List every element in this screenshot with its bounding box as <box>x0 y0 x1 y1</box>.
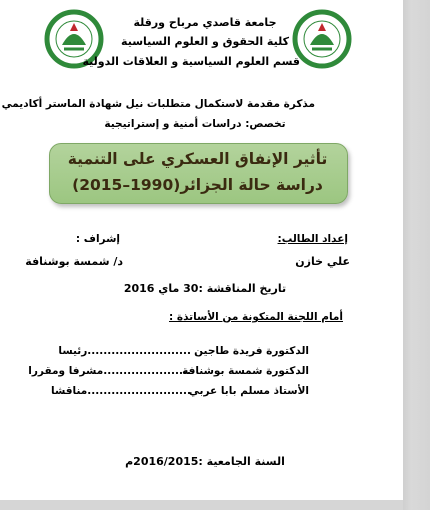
university-name: جامعة قاصدي مرباح ورقلة <box>133 16 277 29</box>
committee-member-role: ......................مشرفا ومقررا <box>28 365 191 377</box>
defense-date: تاريخ المناقشة :30 ماي 2016 <box>123 282 287 295</box>
thesis-subtitle: دراسة حالة الجزائر(1990–2015) <box>72 176 323 194</box>
committee-member-name: الدكتورة فريدة طاجين <box>194 345 309 357</box>
student-name: علي خازن <box>295 255 350 268</box>
committee-member-role: ..........................مناقشا <box>51 385 191 397</box>
academic-year: السنة الجامعية :2016/2015م <box>125 455 285 468</box>
thesis-specialty: تخصص: دراسات أمنية و إستراتيجية <box>104 118 286 130</box>
supervisor-name: د/ شمسة بوشنافة <box>25 255 123 268</box>
viewer-background-bottom <box>0 500 403 510</box>
thesis-title: تأثير الإنفاق العسكري على التنمية <box>67 150 328 168</box>
prepared-by-label: إعداد الطالب: <box>277 233 348 245</box>
committee-member-name: الأستاذ مسلم بابا عربي <box>188 385 309 397</box>
thesis-purpose: مذكرة مقدمة لاستكمال متطلبات نيل شهادة الماستر أكاديمي <box>1 98 315 110</box>
viewer-background-right <box>403 0 430 510</box>
faculty-name: كلية الحقوق و العلوم السياسية <box>121 35 289 48</box>
committee-member-role: ..........................رئيسا <box>58 345 191 357</box>
committee-heading: أمام اللجنة المتكونة من الأساتذة : <box>169 311 343 323</box>
committee-member-name: الدكتورة شمسة بوشنافة <box>182 365 309 377</box>
department-name: قسم العلوم السياسية و العلاقات الدولية <box>82 55 300 68</box>
supervisor-label: إشراف : <box>75 233 120 245</box>
